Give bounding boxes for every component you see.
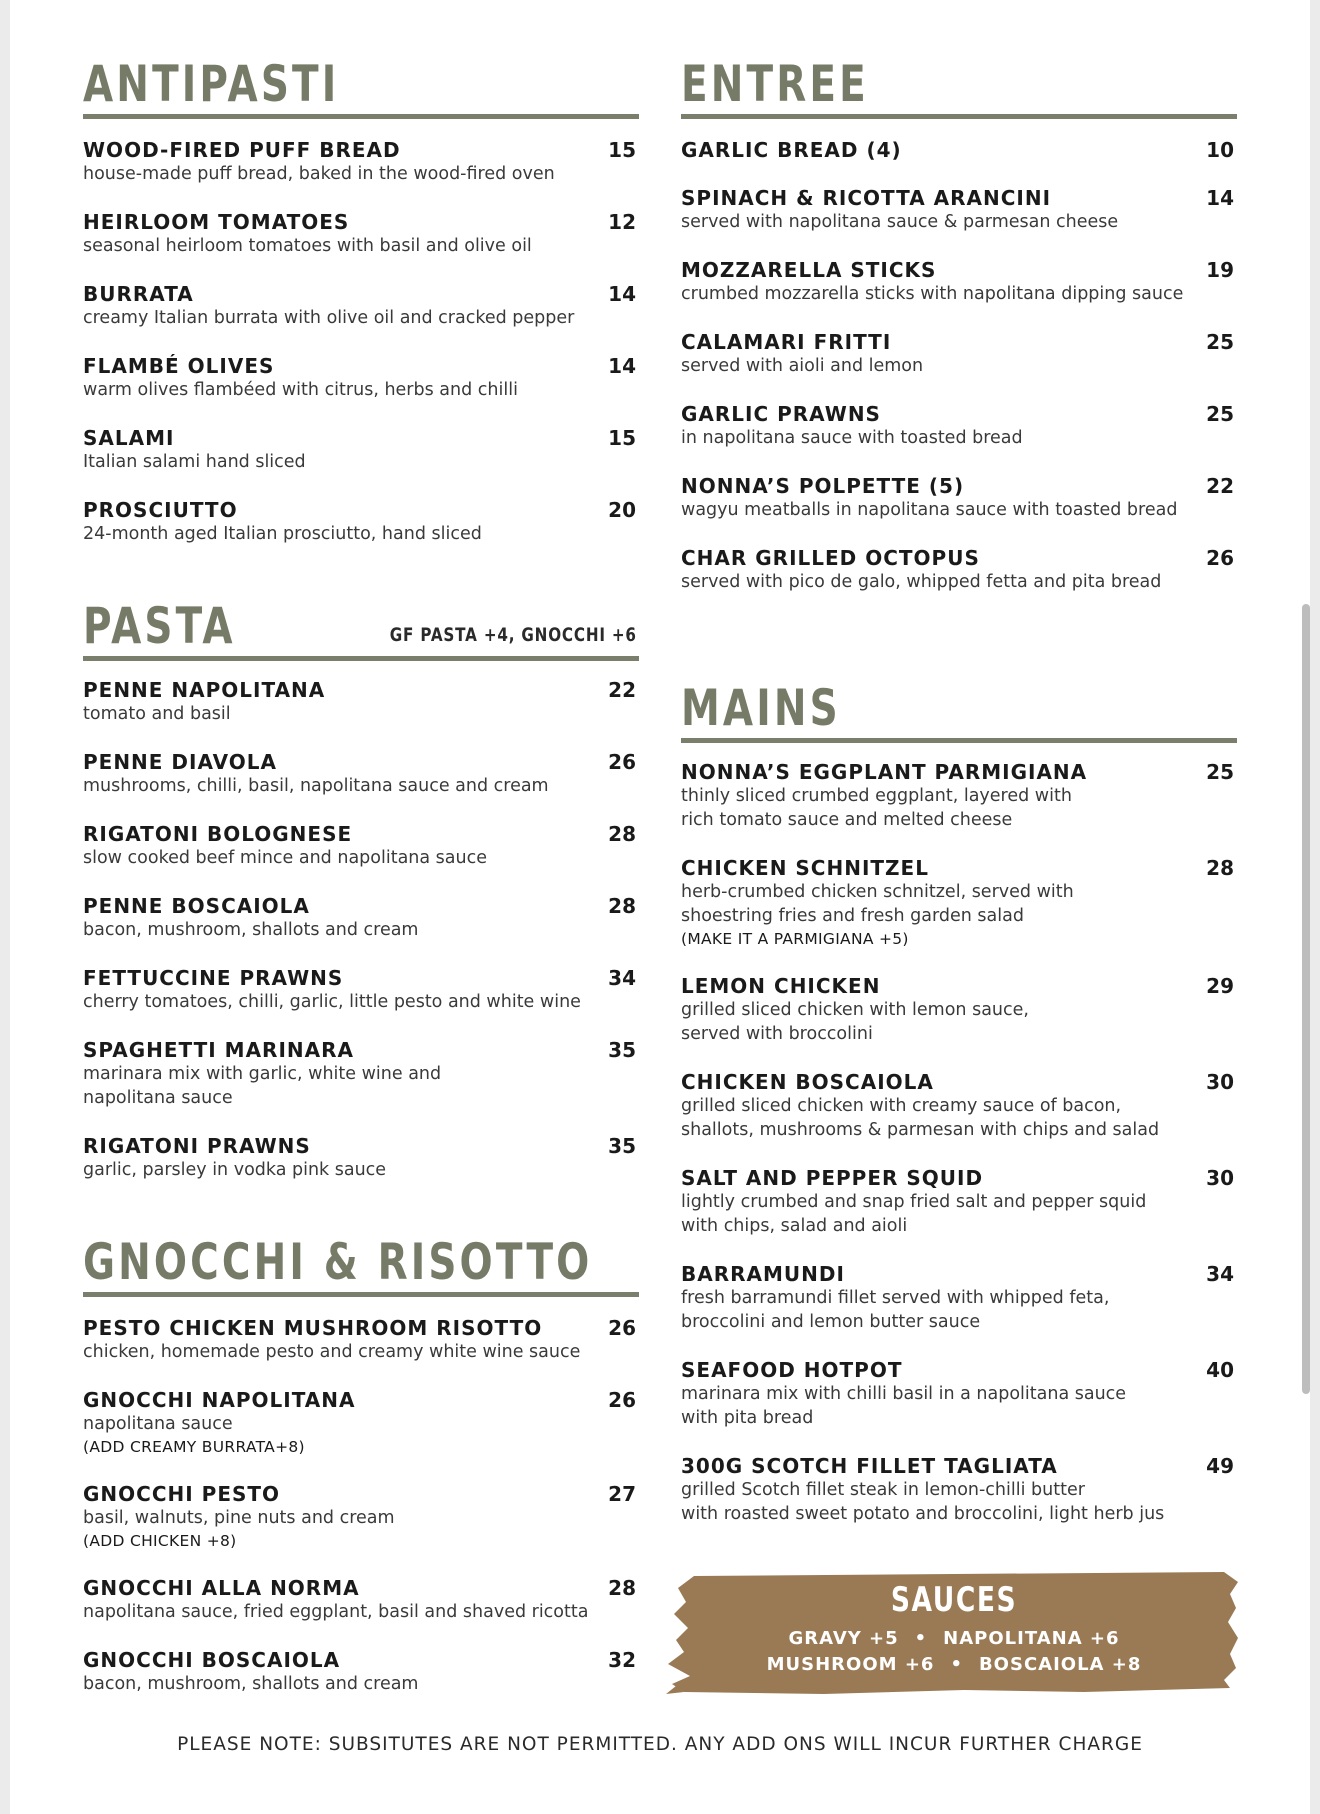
- menu-item: [83, 966, 639, 1014]
- menu-item-price: 26: [1206, 546, 1234, 570]
- menu-item-name: RIGATONI PRAWNS: [83, 1134, 311, 1158]
- menu-item-price: 35: [608, 1134, 636, 1158]
- menu-item: [681, 186, 1237, 234]
- menu-item-row: [83, 678, 639, 702]
- menu-item-row: [681, 1070, 1237, 1094]
- scrollbar-thumb[interactable]: [1302, 604, 1310, 1394]
- menu-item-row: [83, 1576, 639, 1600]
- menu-item-description: bacon, mushroom, shallots and cream: [83, 1674, 419, 1694]
- menu-item-name: SEAFOOD HOTPOT: [681, 1358, 903, 1382]
- menu-item-name: HEIRLOOM TOMATOES: [83, 210, 350, 234]
- menu-item-description: bacon, mushroom, shallots and cream: [83, 920, 419, 940]
- menu-item-name: NONNA’S EGGPLANT PARMIGIANA: [681, 760, 1088, 784]
- menu-item: [83, 138, 639, 186]
- menu-item-description: napolitana sauce: [83, 1414, 233, 1434]
- menu-item-name: PESTO CHICKEN MUSHROOM RISOTTO: [83, 1316, 543, 1340]
- pasta-list: [83, 678, 639, 1182]
- menu-item-row: [83, 822, 639, 846]
- menu-item-price: 49: [1206, 1454, 1234, 1478]
- menu-item-row: [83, 966, 639, 990]
- menu-item: [681, 760, 1237, 832]
- sauces-title: SAUCES: [890, 1580, 1018, 1620]
- menu-item: [83, 1482, 639, 1552]
- menu-item-description: cherry tomatoes, chilli, garlic, little pesto and white wine: [83, 992, 581, 1012]
- menu-item-name: PENNE BOSCAIOLA: [83, 894, 310, 918]
- menu-item-name: CALAMARI FRITTI: [681, 330, 892, 354]
- menu-page: [10, 0, 1310, 1814]
- menu-item-price: 30: [1206, 1166, 1234, 1190]
- menu-item-row: [83, 498, 639, 522]
- menu-item: [83, 1316, 639, 1364]
- menu-item-price: 25: [1206, 330, 1234, 354]
- menu-item-row: [83, 750, 639, 774]
- sauce-separator: •: [914, 1628, 928, 1649]
- menu-item-name: GARLIC BREAD (4): [681, 138, 902, 162]
- menu-item-row: [83, 1134, 639, 1158]
- entree-title: ENTREE: [681, 55, 869, 113]
- sauce-boscaiola: BOSCAIOLA +8: [978, 1654, 1142, 1675]
- menu-item-description: marinara mix with garlic, white wine and napolitana sauce: [83, 1064, 442, 1108]
- menu-item-name: GARLIC PRAWNS: [681, 402, 881, 426]
- menu-item-price: 10: [1206, 138, 1234, 162]
- menu-item-price: 22: [608, 678, 636, 702]
- menu-item-description: herb-crumbed chicken schnitzel, served with shoestring fries and fresh garden salad: [681, 882, 1074, 926]
- menu-item-description: wagyu meatballs in napolitana sauce with toasted bread: [681, 500, 1178, 520]
- menu-item: [681, 974, 1237, 1046]
- menu-item-price: 15: [608, 426, 636, 450]
- mains-header: [681, 678, 1237, 743]
- menu-item: [681, 856, 1237, 950]
- menu-item-row: [83, 1038, 639, 1062]
- sauce-gravy: GRAVY +5: [788, 1628, 899, 1649]
- gnocchi-risotto-list: [83, 1316, 639, 1696]
- sauces-panel: [664, 1568, 1244, 1698]
- menu-item-row: [681, 1262, 1237, 1286]
- menu-item-row: [681, 546, 1237, 570]
- entree-header: [681, 54, 1237, 119]
- menu-item: [681, 138, 1237, 162]
- menu-item: [83, 678, 639, 726]
- entree-list: [681, 138, 1237, 594]
- menu-item-description: fresh barramundi fillet served with whipped feta, broccolini and lemon butter sauce: [681, 1288, 1110, 1332]
- menu-item-description: slow cooked beef mince and napolitana sauce: [83, 848, 487, 868]
- menu-item-price: 34: [608, 966, 636, 990]
- menu-item-price: 29: [1206, 974, 1234, 998]
- menu-item-description: Italian salami hand sliced: [83, 452, 306, 472]
- menu-item-name: GNOCCHI NAPOLITANA: [83, 1388, 356, 1412]
- menu-item-description: grilled sliced chicken with lemon sauce, served with broccolini: [681, 1000, 1029, 1044]
- menu-item: [681, 330, 1237, 378]
- menu-item-price: 34: [1206, 1262, 1234, 1286]
- menu-item: [83, 498, 639, 546]
- menu-item-price: 14: [608, 282, 636, 306]
- menu-item-description: chicken, homemade pesto and creamy white wine sauce: [83, 1342, 581, 1362]
- menu-item-row: [681, 856, 1237, 880]
- menu-item: [83, 822, 639, 870]
- menu-item-row: [83, 282, 639, 306]
- menu-item-name: SALAMI: [83, 426, 175, 450]
- menu-item: [83, 354, 639, 402]
- menu-item-row: [681, 186, 1237, 210]
- menu-item-row: [681, 330, 1237, 354]
- menu-item-row: [83, 1388, 639, 1412]
- menu-item-row: [83, 894, 639, 918]
- menu-item-description: thinly sliced crumbed eggplant, layered with rich tomato sauce and melted cheese: [681, 786, 1072, 830]
- menu-item: [83, 282, 639, 330]
- menu-item-name: MOZZARELLA STICKS: [681, 258, 937, 282]
- menu-item-description: house-made puff bread, baked in the wood-fired oven: [83, 164, 555, 184]
- menu-item-name: PENNE NAPOLITANA: [83, 678, 326, 702]
- mains-list: [681, 760, 1237, 1526]
- menu-item-description: grilled sliced chicken with creamy sauce of bacon, shallots, mushrooms & parmesan with chips and salad: [681, 1096, 1160, 1140]
- menu-item-name: PROSCIUTTO: [83, 498, 238, 522]
- menu-item-price: 28: [1206, 856, 1234, 880]
- menu-item-description: 24-month aged Italian prosciutto, hand sliced: [83, 524, 482, 544]
- menu-item-description: warm olives flambéed with citrus, herbs and chilli: [83, 380, 518, 400]
- antipasti-title: ANTIPASTI: [83, 55, 340, 113]
- menu-item-name: SPINACH & RICOTTA ARANCINI: [681, 186, 1052, 210]
- menu-item: [83, 426, 639, 474]
- menu-item-description: lightly crumbed and snap fried salt and pepper squid with chips, salad and aioli: [681, 1192, 1147, 1236]
- menu-item: [681, 1166, 1237, 1238]
- menu-item-description: served with napolitana sauce & parmesan cheese: [681, 212, 1119, 232]
- menu-item-name: NONNA’S POLPETTE (5): [681, 474, 965, 498]
- menu-item-row: [681, 1166, 1237, 1190]
- menu-item-price: 27: [608, 1482, 636, 1506]
- menu-item-row: [681, 1454, 1237, 1478]
- menu-item: [681, 1070, 1237, 1142]
- menu-item-description: served with aioli and lemon: [681, 356, 924, 376]
- menu-item-row: [681, 258, 1237, 282]
- menu-item-name: GNOCCHI ALLA NORMA: [83, 1576, 360, 1600]
- menu-item-name: 300G SCOTCH FILLET TAGLIATA: [681, 1454, 1058, 1478]
- menu-item: [681, 1358, 1237, 1430]
- menu-item-price: 20: [608, 498, 636, 522]
- menu-item-name: GNOCCHI BOSCAIOLA: [83, 1648, 341, 1672]
- menu-item: [83, 1038, 639, 1110]
- menu-item-price: 26: [608, 750, 636, 774]
- menu-item-name: LEMON CHICKEN: [681, 974, 881, 998]
- menu-item-row: [681, 1358, 1237, 1382]
- menu-item-price: 35: [608, 1038, 636, 1062]
- menu-item-name: CHICKEN SCHNITZEL: [681, 856, 929, 880]
- menu-item: [83, 894, 639, 942]
- menu-item-name: SPAGHETTI MARINARA: [83, 1038, 354, 1062]
- menu-item-price: 22: [1206, 474, 1234, 498]
- menu-item-row: [681, 974, 1237, 998]
- menu-item-description: mushrooms, chilli, basil, napolitana sauce and cream: [83, 776, 549, 796]
- menu-item-price: 28: [608, 894, 636, 918]
- menu-item-price: 14: [608, 354, 636, 378]
- menu-item-description: seasonal heirloom tomatoes with basil and olive oil: [83, 236, 532, 256]
- footer-note: PLEASE NOTE: SUBSITUTES ARE NOT PERMITTED. ANY ADD ONS WILL INCUR FURTHER CHARGE: [177, 1734, 1143, 1755]
- menu-item: [681, 1262, 1237, 1334]
- gnocchi-risotto-header: [83, 1232, 639, 1297]
- menu-item-price: 40: [1206, 1358, 1234, 1382]
- menu-item-name: CHAR GRILLED OCTOPUS: [681, 546, 980, 570]
- menu-item-name: PENNE DIAVOLA: [83, 750, 277, 774]
- menu-item-row: [681, 402, 1237, 426]
- menu-item-row: [83, 354, 639, 378]
- menu-item-description: marinara mix with chilli basil in a napolitana sauce with pita bread: [681, 1384, 1127, 1428]
- menu-item-price: 26: [608, 1316, 636, 1340]
- sauce-napolitana: NAPOLITANA +6: [943, 1628, 1120, 1649]
- menu-item-description: crumbed mozzarella sticks with napolitana dipping sauce: [681, 284, 1184, 304]
- menu-item-name: FLAMBÉ OLIVES: [83, 354, 275, 378]
- pasta-note: GF PASTA +4, GNOCCHI +6: [389, 624, 637, 646]
- menu-item-row: [83, 1482, 639, 1506]
- menu-item-row: [83, 426, 639, 450]
- menu-item-description: in napolitana sauce with toasted bread: [681, 428, 1023, 448]
- menu-item-price: 25: [1206, 760, 1234, 784]
- menu-item: [681, 1454, 1237, 1526]
- menu-item: [681, 402, 1237, 450]
- menu-item-price: 32: [608, 1648, 636, 1672]
- menu-item-name: GNOCCHI PESTO: [83, 1482, 281, 1506]
- menu-item-row: [681, 474, 1237, 498]
- menu-item: [83, 1388, 639, 1458]
- menu-item-row: [83, 210, 639, 234]
- menu-item-name: BURRATA: [83, 282, 194, 306]
- menu-item-description: grilled Scotch fillet steak in lemon-chilli butter with roasted sweet potato and broccolini, light herb jus: [681, 1480, 1165, 1524]
- menu-item-price: 19: [1206, 258, 1234, 282]
- menu-item-name: BARRAMUNDI: [681, 1262, 845, 1286]
- menu-item-description: napolitana sauce, fried eggplant, basil and shaved ricotta: [83, 1602, 589, 1622]
- menu-item-name: RIGATONI BOLOGNESE: [83, 822, 353, 846]
- sauce-separator: •: [950, 1654, 963, 1675]
- menu-item-price: 25: [1206, 402, 1234, 426]
- menu-item-price: 28: [608, 1576, 636, 1600]
- menu-item-addon: (ADD CHICKEN +8): [83, 1532, 237, 1550]
- pasta-title: PASTA: [83, 597, 236, 655]
- sauces-line-1: [664, 1628, 1244, 1649]
- menu-item-name: WOOD-FIRED PUFF BREAD: [83, 138, 401, 162]
- menu-item-row: [83, 1648, 639, 1672]
- sauce-mushroom: MUSHROOM +6: [766, 1654, 935, 1675]
- menu-item: [681, 546, 1237, 594]
- menu-item: [681, 258, 1237, 306]
- menu-item-price: 15: [608, 138, 636, 162]
- menu-item-row: [83, 1316, 639, 1340]
- menu-item-description: served with pico de galo, whipped fetta and pita bread: [681, 572, 1162, 592]
- menu-item-addon: (MAKE IT A PARMIGIANA +5): [681, 930, 909, 948]
- menu-item-description: basil, walnuts, pine nuts and cream: [83, 1508, 395, 1528]
- menu-item-row: [681, 760, 1237, 784]
- menu-item-price: 26: [608, 1388, 636, 1412]
- menu-item-description: creamy Italian burrata with olive oil and cracked pepper: [83, 308, 575, 328]
- menu-item-price: 30: [1206, 1070, 1234, 1094]
- menu-item-description: tomato and basil: [83, 704, 231, 724]
- gnocchi-risotto-title: GNOCCHI & RISOTTO: [83, 1233, 593, 1291]
- menu-item: [83, 750, 639, 798]
- sauces-line-2: [664, 1654, 1244, 1675]
- menu-item-price: 14: [1206, 186, 1234, 210]
- menu-item: [681, 474, 1237, 522]
- pasta-header: [83, 596, 639, 661]
- menu-item: [83, 1648, 639, 1696]
- menu-item: [83, 1576, 639, 1624]
- menu-item-addon: (ADD CREAMY BURRATA+8): [83, 1438, 305, 1456]
- menu-item-name: SALT AND PEPPER SQUID: [681, 1166, 984, 1190]
- menu-item-name: FETTUCCINE PRAWNS: [83, 966, 344, 990]
- menu-item: [83, 210, 639, 258]
- menu-item-description: garlic, parsley in vodka pink sauce: [83, 1160, 387, 1180]
- mains-title: MAINS: [681, 679, 841, 737]
- antipasti-header: [83, 54, 639, 119]
- menu-item-row: [681, 138, 1237, 162]
- menu-item-row: [83, 138, 639, 162]
- menu-item-price: 12: [608, 210, 636, 234]
- menu-item-name: CHICKEN BOSCAIOLA: [681, 1070, 934, 1094]
- menu-item: [83, 1134, 639, 1182]
- antipasti-list: [83, 138, 639, 546]
- menu-item-price: 28: [608, 822, 636, 846]
